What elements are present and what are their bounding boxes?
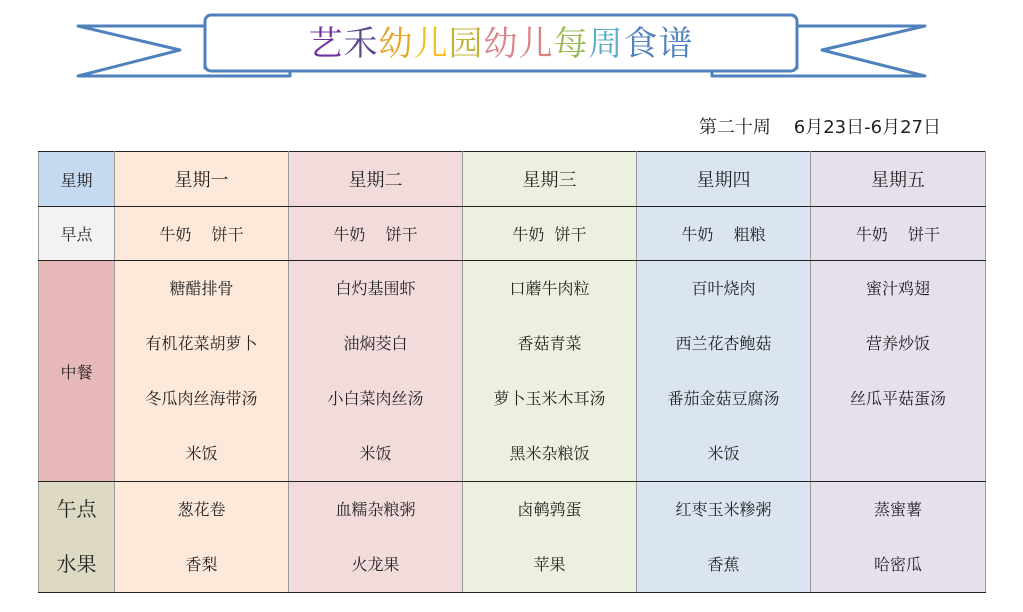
fruit-item: 苹果 (533, 555, 566, 574)
lunch-item: 西兰花杏鲍菇 (675, 334, 772, 353)
breakfast-label: 早点 (39, 207, 115, 261)
lunch-item: 番茄金菇豆腐汤 (667, 389, 780, 408)
title-char: 每 (553, 23, 589, 64)
lunch-item: 丝瓜平菇蛋汤 (849, 389, 946, 408)
fruit-label: 水果 (56, 552, 97, 576)
lunch-item: 香菇青菜 (517, 334, 582, 353)
snack-fruit-row (39, 482, 986, 593)
lunch-item: 百叶烧肉 (691, 279, 756, 298)
lunch-item: 米饭 (185, 444, 218, 463)
lunch-item: 冬瓜肉丝海带汤 (145, 389, 258, 408)
snack-fruit-thu (637, 482, 811, 593)
title-char: 儿 (413, 23, 449, 64)
title-char: 食 (623, 23, 659, 64)
breakfast-mon: 牛奶 饼干 (115, 207, 289, 261)
snack-fruit-fri (811, 482, 986, 593)
snack-item: 卤鹌鹑蛋 (517, 500, 582, 519)
lunch-item: 油焖茭白 (343, 334, 408, 353)
lunch-fri (811, 261, 986, 482)
title-char: 幼 (483, 23, 519, 64)
day-label: 星期 (39, 152, 115, 207)
lunch-item: 口蘑牛肉粒 (509, 279, 590, 298)
snack-fruit-tue (289, 482, 463, 593)
lunch-item (811, 426, 985, 481)
fruit-item: 火龙果 (351, 555, 400, 574)
lunch-item: 蜜汁鸡翅 (865, 279, 930, 298)
day-header-thu: 星期四 (637, 152, 811, 207)
day-header-tue: 星期二 (289, 152, 463, 207)
lunch-item: 米饭 (359, 444, 392, 463)
lunch-item: 有机花菜胡萝卜 (145, 334, 258, 353)
breakfast-tue: 牛奶 饼干 (289, 207, 463, 261)
header-row (39, 152, 986, 207)
title-char: 谱 (658, 23, 694, 64)
snack-fruit-mon (115, 482, 289, 593)
lunch-item: 糖醋排骨 (169, 279, 234, 298)
snack-item: 血糯杂粮粥 (335, 500, 416, 519)
title-banner (0, 0, 1023, 95)
breakfast-fri: 牛奶 饼干 (811, 207, 986, 261)
lunch-thu (637, 261, 811, 482)
snack-fruit-label (39, 482, 115, 593)
lunch-item: 米饭 (707, 444, 740, 463)
lunch-row (39, 261, 986, 482)
title-char: 艺 (308, 23, 344, 64)
title-char: 儿 (518, 23, 554, 64)
fruit-item: 哈密瓜 (873, 555, 922, 574)
lunch-item: 萝卜玉米木耳汤 (493, 389, 606, 408)
lunch-mon (115, 261, 289, 482)
page-title (205, 14, 797, 66)
lunch-item: 小白菜肉丝汤 (327, 389, 424, 408)
snack-label: 午点 (56, 497, 97, 521)
snack-item: 蒸蜜薯 (873, 500, 922, 519)
day-header-wed: 星期三 (463, 152, 637, 207)
breakfast-thu: 牛奶 粗粮 (637, 207, 811, 261)
day-header-fri: 星期五 (811, 152, 986, 207)
lunch-tue (289, 261, 463, 482)
week-info: 第二十周 6月23日-6月27日 (698, 117, 941, 138)
breakfast-row (39, 207, 986, 261)
lunch-label: 中餐 (39, 261, 115, 482)
snack-fruit-wed (463, 482, 637, 593)
snack-item: 红枣玉米糁粥 (675, 500, 772, 519)
weekly-menu-table (38, 151, 986, 593)
fruit-item: 香蕉 (707, 555, 740, 574)
title-char: 幼 (378, 23, 414, 64)
title-char: 周 (588, 23, 624, 64)
lunch-item: 白灼基围虾 (335, 279, 416, 298)
lunch-item: 营养炒饭 (865, 334, 930, 353)
day-header-mon: 星期一 (115, 152, 289, 207)
lunch-wed (463, 261, 637, 482)
lunch-item: 黑米杂粮饭 (509, 444, 590, 463)
fruit-item: 香梨 (185, 555, 218, 574)
snack-item: 葱花卷 (177, 500, 226, 519)
title-char: 禾 (343, 23, 379, 64)
breakfast-wed: 牛奶 饼干 (463, 207, 637, 261)
title-char: 园 (448, 23, 484, 64)
